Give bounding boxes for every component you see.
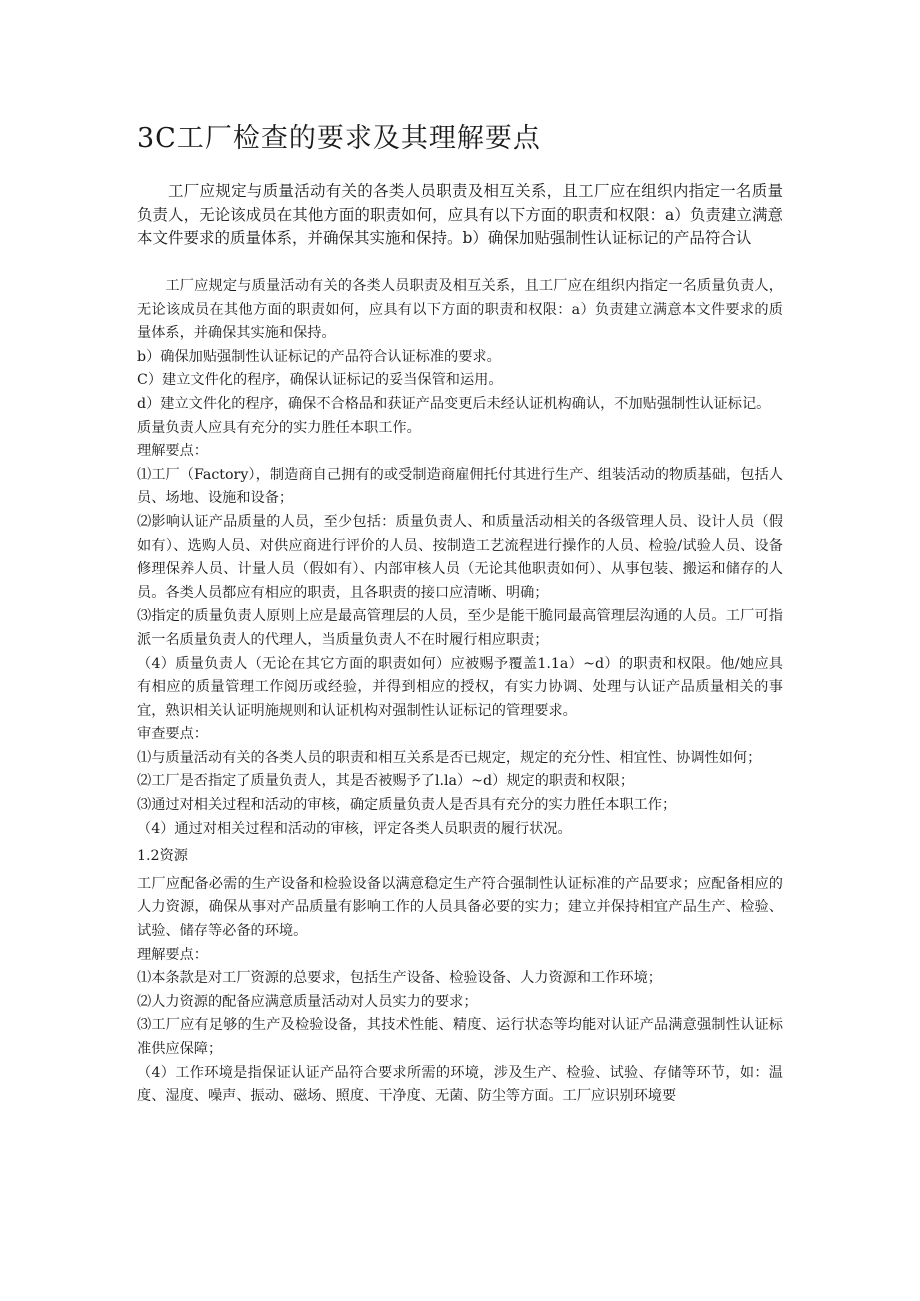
document-body [137,275,783,1109]
list-item: ⑶通过对相关过程和活动的审核，确定质量负责人是否具有充分的实力胜任本职工作； [137,797,677,814]
list-item: ⑴本条款是对工厂资源的总要求，包括生产设备、检验设备、人力资源和工作环境； [137,970,662,987]
list-item: ⑶指定的质量负责人原则上应是最高管理层的人员，至少是能干脆同最高管理层沟通的人员。工厂可指派一名质量负责人的代理人，当质量负责人不在时履行相应职责； [137,608,783,648]
paragraph: 质量负责人应具有充分的实力胜任本职工作。 [137,419,421,436]
list-item: ⑵人力资源的配备应满意质量活动对人员实力的要求； [137,993,478,1010]
list-item: ⑶工厂应有足够的生产及检验设备，其技术性能、精度、运行状态等均能对认证产品满意强制性认证标准供应保障； [137,1017,783,1057]
section-label: 理解要点： [137,443,208,460]
list-item: ⑵工厂是否指定了质量负责人，其是否被赐予了l.la）~d）规定的职责和权限； [137,773,635,790]
section-heading: 1.2资源 [137,848,188,865]
list-item: ⑵影响认证产品质量的人员，至少包括：质量负责人、和质量活动相关的各级管理人员、设计人员（假如有）、选购人员、对供应商进行评价的人员、按制造工艺流程进行操作的人员、检验/试验人员、设备修理保养人员、计量人员（假如有）、内部审核人员（无论其他职责如何）、从事包装、搬运和储存的人员。各类人员都应有相应的职责，且各职责的接口应清晰、明确； [137,513,783,601]
page-title: 3C工厂检查的要求及其理解要点 [137,123,541,154]
paragraph: 工厂应规定与质量活动有关的各类人员职责及相互关系，且工厂应在组织内指定一名质量负责人，无论该成员在其他方面的职责如何，应具有以下方面的职责和权限：a）负责建立满意本文件要求的质量体系，并确保其实施和保持。 [137,278,783,342]
paragraph: C）建立文件化的程序，确保认证标记的妥当保管和运用。 [137,372,503,389]
list-item: ⑴与质量活动有关的各类人员的职责和相互关系是否已规定，规定的充分性、相宜性、协调性如何； [137,749,762,766]
list-item: （4）质量负责人（无论在其它方面的职责如何）应被赐予覆盖1.1a）~d）的职责和权限。他/她应具有相应的质量管理工作阅历或经验，并得到相应的授权，有实力协调、处理与认证产品质量相关的事宜，熟识相关认证明施规则和认证机构对强制性认证标记的管理要求。 [137,655,783,719]
list-item: （4）工作环境是指保证认证产品符合要求所需的环境，涉及生产、检验、试验、存储等环节，如：温度、湿度、噪声、振动、磁场、照度、干净度、无菌、防尘等方面。工厂应识别环境要 [137,1064,783,1105]
lead-paragraph: 工厂应规定与质量活动有关的各类人员职责及相互关系，且工厂应在组织内指定一名质量负责人，无论该成员在其他方面的职责如何，应具有以下方面的职责和权限：a）负责建立满意本文件要求的质量体系，并确保其实施和保持。b）确保加贴强制性认证标记的产品符合认 [137,182,783,247]
paragraph: b）确保加贴强制性认证标记的产品符合认证标准的要求。 [137,348,501,365]
list-item: ⑴工厂（Factory），制造商自己拥有的或受制造商雇佣托付其进行生产、组装活动的物质基础，包括人员、场地、设施和设备； [137,466,783,507]
paragraph: 工厂应配备必需的生产设备和检验设备以满意稳定生产符合强制性认证标准的产品要求；应配备相应的人力资源，确保从事对产品质量有影响工作的人员具备必要的实力；建立并保持相宜产品生产、检验、试验、储存等必备的环境。 [137,875,783,940]
section-label: 理解要点： [137,946,208,963]
paragraph: d）建立文件化的程序，确保不合格品和获证产品变更后未经认证机构确认，不加贴强制性认证标记。 [137,395,771,412]
section-label: 审查要点： [137,726,208,743]
list-item: （4）通过对相关过程和活动的审核，评定各类人员职责的履行状况。 [137,820,572,837]
